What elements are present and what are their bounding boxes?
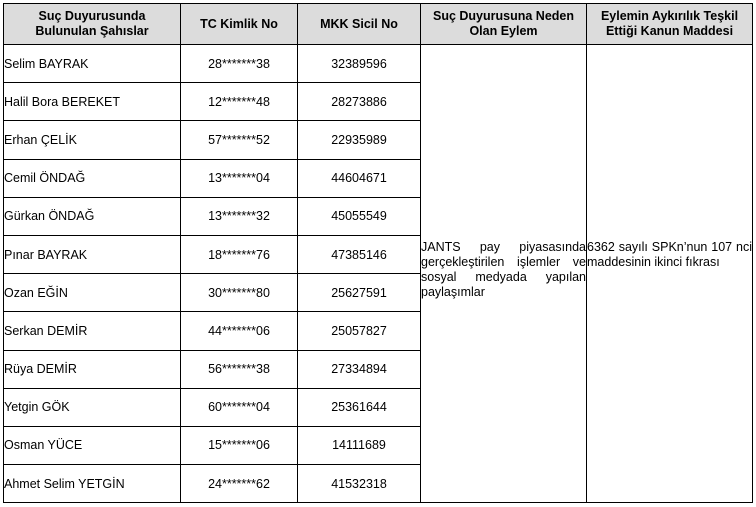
tc-id-cell: 56*******38 <box>181 350 298 388</box>
mkk-no-cell: 14111689 <box>298 426 421 464</box>
person-name-cell: Gürkan ÖNDAĞ <box>4 197 181 235</box>
tc-id-cell: 13*******04 <box>181 159 298 197</box>
law-cell <box>587 45 753 503</box>
person-name-cell: Rüya DEMİR <box>4 350 181 388</box>
person-name-cell: Yetgin GÖK <box>4 388 181 426</box>
tc-id-cell: 15*******06 <box>181 426 298 464</box>
person-name-cell: Ahmet Selim YETGİN <box>4 465 181 503</box>
person-name-cell: Erhan ÇELİK <box>4 121 181 159</box>
person-name-cell: Serkan DEMİR <box>4 312 181 350</box>
mkk-no-cell: 47385146 <box>298 235 421 273</box>
tc-id-cell: 12*******48 <box>181 83 298 121</box>
table-body <box>4 45 753 503</box>
header-act: Suç Duyurusuna Neden Olan Eylem <box>421 4 587 45</box>
header-law: Eylemin Aykırılık Teşkil Ettiği Kanun Maddesi <box>587 4 753 45</box>
header-row <box>4 4 753 45</box>
tc-id-cell: 57*******52 <box>181 121 298 159</box>
law-text: 6362 sayılı SPKn’nun 107 nci maddesinin ikinci fıkrası <box>587 240 752 269</box>
tc-id-cell: 28*******38 <box>181 45 298 83</box>
mkk-no-cell: 22935989 <box>298 121 421 159</box>
act-text: JANTS pay piyasasında gerçekleştirilen işlemler ve sosyal medyada yapılan paylaşımlar <box>421 240 586 299</box>
mkk-no-cell: 44604671 <box>298 159 421 197</box>
tc-id-cell: 44*******06 <box>181 312 298 350</box>
header-name: Suç Duyurusunda Bulunulan Şahıslar <box>4 4 181 45</box>
header-mkk-no: MKK Sicil No <box>298 4 421 45</box>
header-tc-id: TC Kimlik No <box>181 4 298 45</box>
tc-id-cell: 18*******76 <box>181 235 298 273</box>
person-name-cell: Cemil ÖNDAĞ <box>4 159 181 197</box>
person-name-cell: Osman YÜCE <box>4 426 181 464</box>
mkk-no-cell: 27334894 <box>298 350 421 388</box>
mkk-no-cell: 32389596 <box>298 45 421 83</box>
table-row <box>4 45 753 83</box>
person-name-cell: Ozan EĞİN <box>4 274 181 312</box>
person-name-cell: Pınar BAYRAK <box>4 235 181 273</box>
tc-id-cell: 13*******32 <box>181 197 298 235</box>
tc-id-cell: 60*******04 <box>181 388 298 426</box>
person-name-cell: Halil Bora BEREKET <box>4 83 181 121</box>
person-name-cell: Selim BAYRAK <box>4 45 181 83</box>
mkk-no-cell: 25361644 <box>298 388 421 426</box>
tc-id-cell: 24*******62 <box>181 465 298 503</box>
mkk-no-cell: 25627591 <box>298 274 421 312</box>
criminal-complaint-table <box>3 3 753 503</box>
mkk-no-cell: 45055549 <box>298 197 421 235</box>
mkk-no-cell: 25057827 <box>298 312 421 350</box>
mkk-no-cell: 41532318 <box>298 465 421 503</box>
act-cell <box>421 45 587 503</box>
tc-id-cell: 30*******80 <box>181 274 298 312</box>
mkk-no-cell: 28273886 <box>298 83 421 121</box>
